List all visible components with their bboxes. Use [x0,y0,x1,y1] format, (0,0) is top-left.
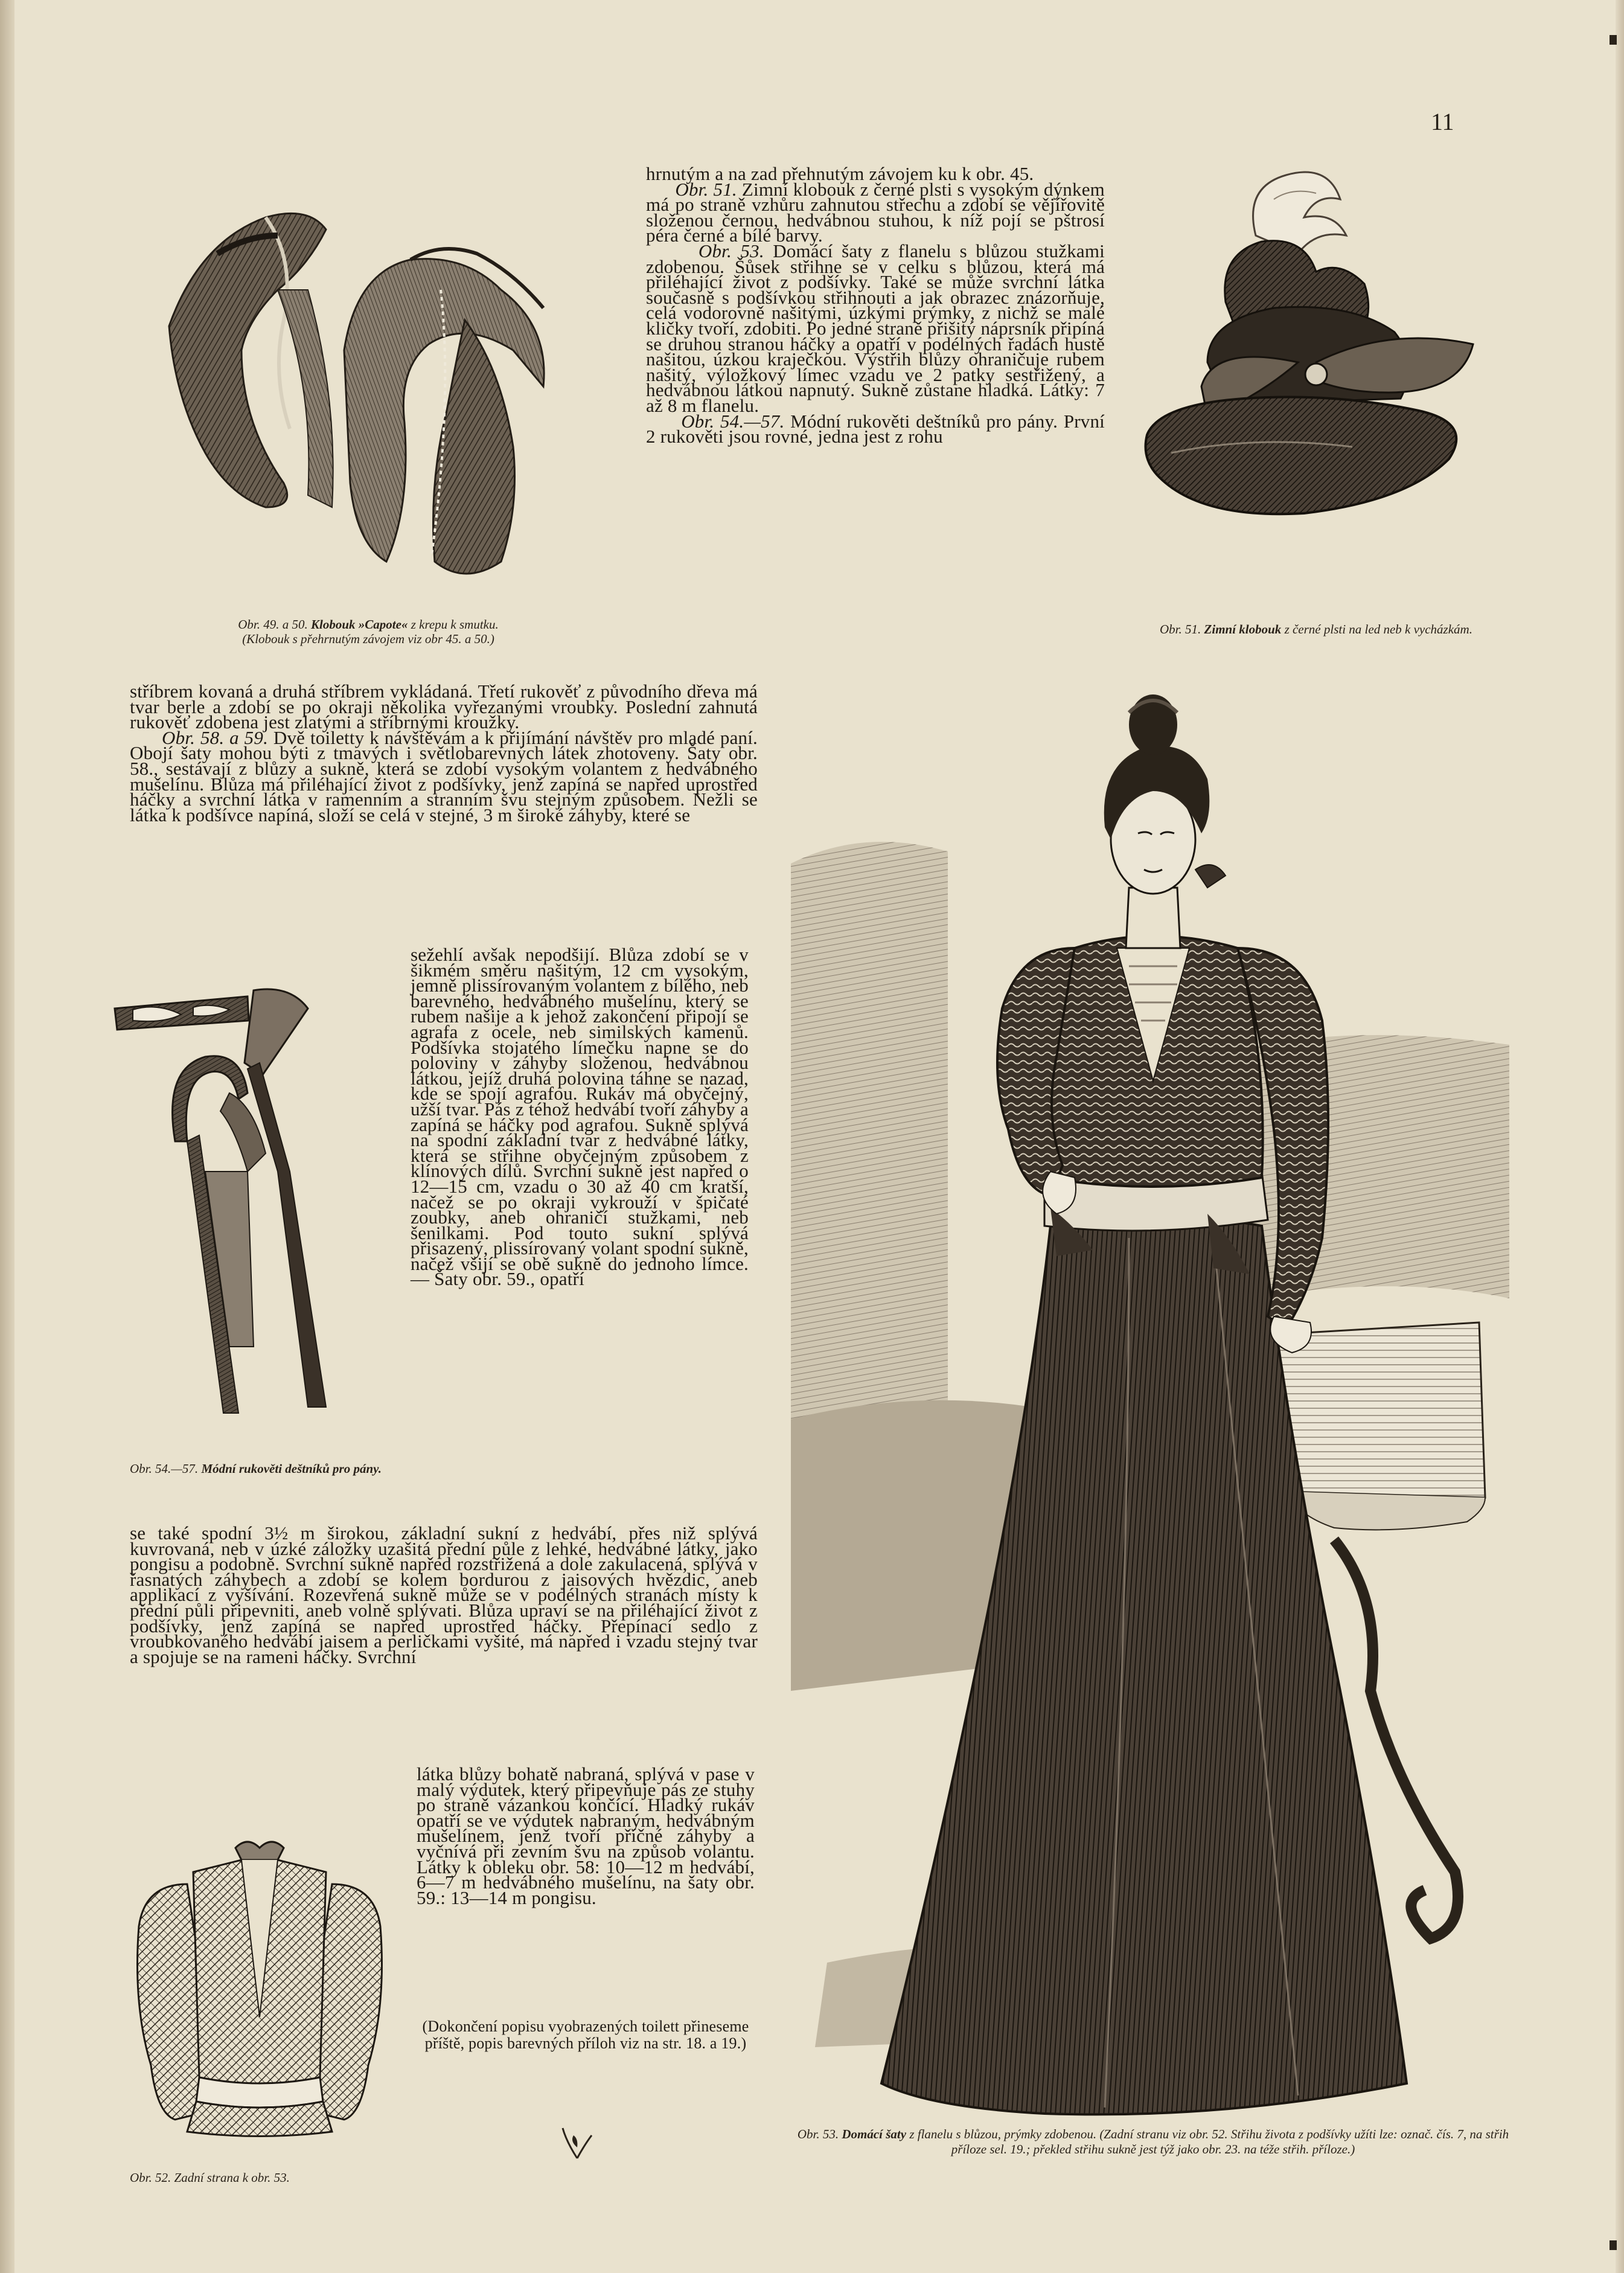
caption-fig-51: Obr. 51. Zimní klobouk z černé plsti na led neb k vycházkám. [1160,622,1472,636]
figure-blouse-back [121,1836,398,2156]
text-column-top: hrnutým a na zad přehnutým závojem ku k obr. 45. Obr. 51. Zimní klobouk z černé plsti s vysokým dýnkem má po straně vzhůru zahnutou střechu a zdobí se vějířovitě složenou černou, hedvábnou stuhou, k níž pojí se pštrosí péra černé a bílé barvy. Obr. 53. Domácí šaty z flanelu s blůzou stužkami zdobenou. Šůsek střihne se v celku s blůzou, která má přiléhající život z podšívky. Také se může svrchní látka současně s podšívkou střihnouti a jak obrazec znázorňuje, celá vodorovně našitými, úzkými prýmky, z nichž se malé kličky tvoří, zdobiti. Po jedné straně přišitý náprsník připíná se druhou stranou háčky a opatří v podélných řadách hustě našitou, úzkou kraječkou. Výstřih blůzy ohraničuje rubem našitý, výložkový límec vzadu ve 2 patky sestřižený, a hedvábnou látkou napnutý. Sukně zůstane hladká. Látky: 7 až 8 m flanelu. Obr. 54.—57. Módní rukověti deštníků pro pány. První 2 rukověti jsou rovné, jedna jest z rohu [646,163,1105,447]
text-column-left-upper: stříbrem kovaná a druhá stříbrem vykládaná. Třetí rukověť z původního dřeva má tvar berle a zdobí se po okraji několika vyřezanými vroubky. Poslední zahnutá rukověť zdobena jest zlatými a stříbrnými kroužky. Obr. 58. a 59. Dvě toiletty k návštěvám a k přijímání návštěv pro mladé paní. Obojí šaty mohou býti z tmavých i světlobarevných látek zhotoveny. Šaty obr. 58., sestávají z blůzy a sukně, která se zdobí vysokým volantem z hedvábného mušelínu. Blůza má přiléhající život z podšívky, jenž zapíná se napřed uprostřed háčky a svrchní látka v ramenním a stranním švu stejným způsobem. Nežli se látka k podšívce napíná, složí se celá v stejné, 3 m široké záhyby, které se [130,681,758,826]
figure-winter-hat [1135,163,1497,562]
figure-capote-hats [127,169,598,604]
page-number: 11 [1431,108,1454,135]
caption-fig-49-50: Obr. 49. a 50. Klobouk »Capote« z krepu k smutku. (Klobouk s přehrnutým závojem viz obr 45. a 50.) [238,617,499,646]
ornament-icon [560,2123,594,2159]
caption-fig-53: Obr. 53. Domácí šaty z flanelu s blůzou, prýmky zdobenou. (Zadní stranu viz obr. 52. Střihu života z podšívky užíti lze: označ. čís. 7, na střih příloze sel. 19.; překled střihu sukně jest týž jako obr. 23. na téže střih. příloze.) [797,2127,1509,2156]
figure-house-dress [791,694,1509,2120]
text-column-left-lower: se také spodní 3½ m širokou, základní sukní z hedvábí, přes niž splývá kuvrovaná, neb v úzké záložky uzašitá přední půle z lehké, hedvábné látky, jako pongisu a podobně. Svrchní sukně napřed rozstřižená a dole zakulacená, splývá v řasnatých záhybech a zdobí se kolem bordurou z jaisových hvězdic, aneb applikací z vyšívání. Rozevřená sukně může se v podélných stranách místy k přední půli připevniti, aneb volně splývati. Blůza upraví se na přiléhající život z podšívky, jenž zapíná se napřed uprostřed háčky. Přepínací sedlo z vroubkovaného hedvábí jaisem a perličkami vyšité, má napřed i vzadu stejný tvar a spojuje se na rameni háčky. Svrchní [130,1522,758,1667]
text-column-middle: sežehlí avšak nepodšijí. Blůza zdobí se v šikmém směru našitým, 12 cm vysokým, jemně plissírovaným volantem z bílého, neb barevného, hedvábného mušelínu, který se rubem našije a k jehož zakončení připojí se agrafa z ocele, neb similských kamenů. Podšívka stojatého límečku napne se do poloviny v záhyby složenou, hedvábnou látkou, jejíž druhá polovina táhne se nazad, kde se spojí agrafou. Rukáv má obyčejný, užší tvar. Pás z téhož hedvábí tvoří záhyby a zapíná se háčky pod agrafou. Sukně splývá na spodní základní tvar z hedvábné látky, která se střihne obyčejným způsobem z klínových dílů. Svrchní sukně jest napřed o 12—15 cm, vzadu o 30 až 40 cm kratší, načež se po okraji vykrouží v špičaté zoubky, aneb ohraničí stužkami, neb šenilkami. Pod touto sukní splývá přisazený, plissírovaný volant spodní sukně, načež všijí se obě sukně do jednoho límce. — Šaty obr. 59., opatří [411,944,749,1290]
figure-umbrella-handles [109,972,386,1419]
caption-fig-52: Obr. 52. Zadní strana k obr. 53. [130,2170,290,2185]
binding-mark [1610,2240,1617,2250]
text-note: (Dokončení popisu vyobrazených toilett přineseme příště, popis barevných příloh viz na str. 18. a 19.) [422,2018,749,2052]
caption-fig-54-57: Obr. 54.—57. Módní rukověti deštníků pro pány. [130,1461,382,1476]
page-right-edge [1616,0,1624,2273]
binding-mark [1610,35,1617,45]
text-column-bottom: látka blůzy bohatě nabraná, splývá v pase v malý výdutek, který připevňuje pás ze stuhy po straně vázankou končící. Hladký rukáv opatří se ve výdutek nabraným, hedvábným mušelínem, jenž tvoří příčné záhyby a vyčnívá při zevním švu na způsob volantu. Látky k obleku obr. 58: 10—12 m hedvábí, 6—7 m hedvábného mušelínu, na šaty obr. 59.: 13—14 m pongisu. [417,1763,755,1908]
page-left-edge [0,0,14,2273]
